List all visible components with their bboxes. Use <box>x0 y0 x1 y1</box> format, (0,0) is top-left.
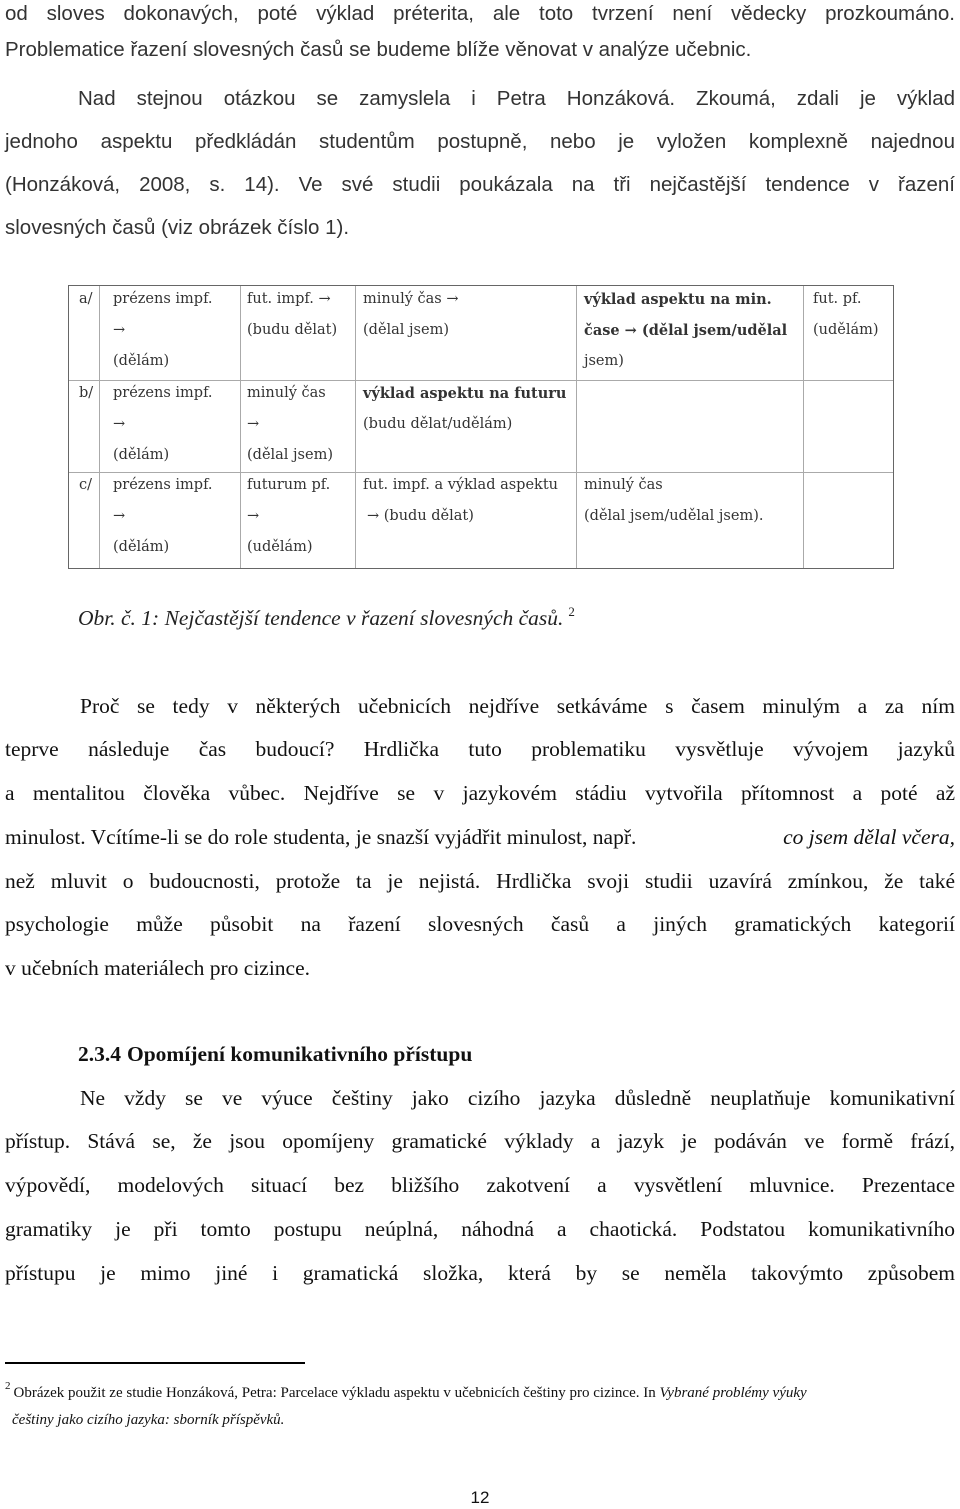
text-line: v učebních materiálech pro cizince. <box>5 956 311 980</box>
text-line: přístup. Stává se, že jsou opomíjeny gramatické výklady a jazyk je podáván ve formě frází, <box>5 1129 955 1153</box>
table-cell: minulý čas (dělal jsem/udělal jsem). <box>584 477 764 524</box>
footnote: $^2$ Obrázek použit ze studie Honzáková, Petra: Parcelace výkladu aspektu v učebnicích češtiny pro cizince. In Vybrané problémy výuky <box>5 1380 807 1401</box>
footnote-separator <box>5 1362 305 1364</box>
text-line: teprve následuje čas budoucí? Hrdlička tuto problematiku vysvětluje vývojem jazyků <box>5 737 955 761</box>
text-line: (Honzáková, 2008, s. 14). Ve své studii poukázala na tři nejčastější tendence v řazení <box>5 173 955 196</box>
table-cell: prézens impf. → (dělám) <box>113 477 213 555</box>
text-line: než mluvit o budoucnosti, protože ta je nejistá. Hrdlička svoji studii uzavírá zmínkou, že také <box>5 869 955 893</box>
table-cell: prézens impf. → (dělám) <box>113 385 213 463</box>
table-cell: výklad aspektu na futuru (budu dělat/udělám) <box>363 385 567 432</box>
table-divider <box>803 286 804 568</box>
footnote-continuation: češtiny jako cizího jazyka: sborník příspěvků. <box>12 1412 285 1428</box>
row-label-a: a/ <box>79 291 93 307</box>
page-number: 12 <box>470 1488 490 1507</box>
text-line: přístupu je mimo jiné i gramatická složka, která by se neměla takovýmto způsobem <box>5 1261 955 1285</box>
text-line: Ne vždy se ve výuce češtiny jako cizího jazyka důsledně neuplatňuje komunikativní <box>80 1086 955 1110</box>
table-cell: fut. impf. → (budu dělat) <box>247 291 338 338</box>
tense-order-figure <box>68 285 894 569</box>
text-line: slovesných časů (viz obrázek číslo 1). <box>5 216 350 239</box>
text-line: Nad stejnou otázkou se zamyslela i Petra Honzáková. Zkoumá, zdali je výklad <box>78 87 955 110</box>
table-cell: minulý čas → (dělal jsem) <box>247 385 333 463</box>
table-cell: fut. impf. a výklad aspektu → (budu dělat) <box>363 477 558 524</box>
text-line: a mentalitou člověka vůbec. Nejdříve se v jazykovém stádiu vytvořila přítomnost a poté až <box>5 781 955 805</box>
text-line: výpovědí, modelových situací bez bližšího zakotvení a vysvětlení mluvnice. Prezentace <box>5 1173 955 1197</box>
text-line: Problematice řazení slovesných časů se budeme blíže věnovat v analýze učebnic. <box>5 38 752 61</box>
row-label-b: b/ <box>79 385 94 401</box>
table-cell: minulý čas → (dělal jsem) <box>363 291 459 338</box>
text-line: od sloves dokonavých, poté výklad préterita, ale toto tvrzení není vědecky prozkoumáno. <box>5 2 955 25</box>
table-cell: výklad aspektu na min. čase → (dělal jsem/udělal jsem) <box>584 291 788 369</box>
table-divider <box>355 286 356 568</box>
section-heading: 2.3.4 Opomíjení komunikativního přístupu <box>78 1042 473 1066</box>
table-divider <box>576 286 577 568</box>
table-divider <box>99 286 100 568</box>
figure-caption: Obr. č. 1: Nejčastější tendence v řazení slovesných časů. $^2$ <box>78 604 575 630</box>
table-divider <box>240 286 241 568</box>
text-line: gramatiky je při tomto postupu neúplná, náhodná a chaotická. Podstatou komunikativního <box>5 1217 955 1241</box>
table-cell: prézens impf. → (dělám) <box>113 291 213 369</box>
text-line: minulost. Vcítíme-li se do role studenta, je snazší vyjádřit minulost, např. co jsem dělal včera, <box>5 825 955 849</box>
text-line: psychologie může působit na řazení slovesných časů a jiných gramatických kategorií <box>5 912 955 936</box>
table-cell: futurum pf. → (udělám) <box>247 477 331 555</box>
row-label-c: c/ <box>79 477 93 493</box>
footnote-reference: 2 <box>568 604 575 619</box>
table-cell: fut. pf. (udělám) <box>813 291 879 338</box>
text-line: Proč se tedy v některých učebnicích nejdříve setkáváme s časem minulým a za ním <box>80 694 955 718</box>
text-line: jednoho aspektu předkládán studentům postupně, nebo je vyložen komplexně najednou <box>5 130 955 153</box>
